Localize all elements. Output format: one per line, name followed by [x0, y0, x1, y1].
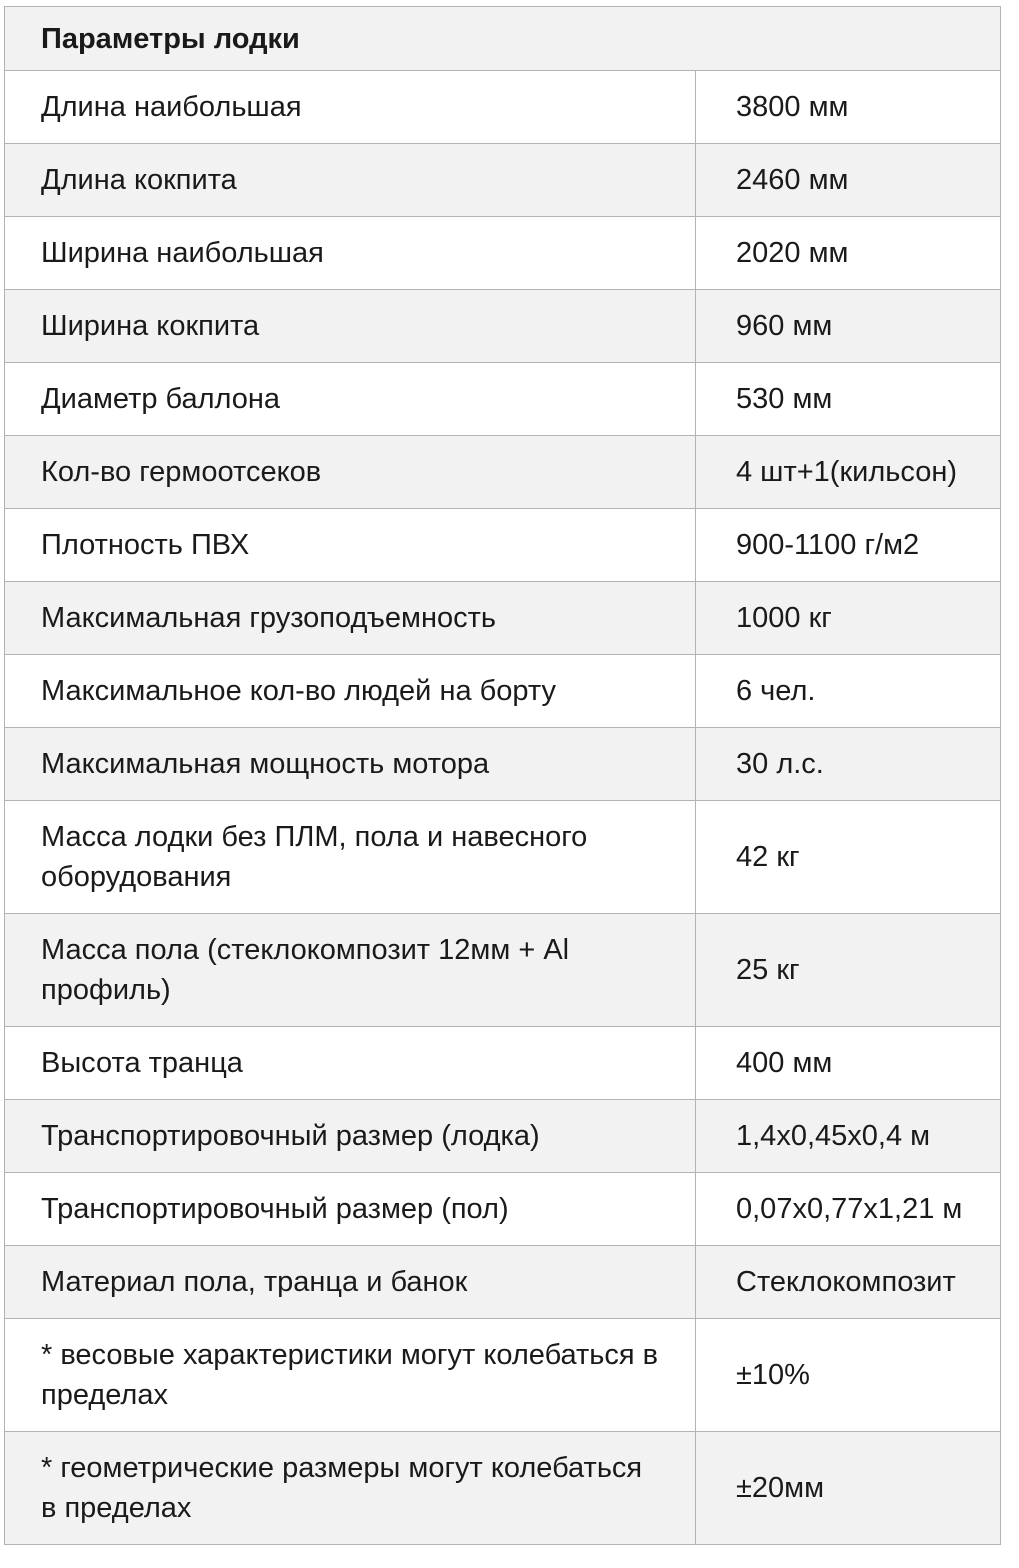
param-label: Длина кокпита	[5, 144, 696, 217]
table-row	[5, 1319, 1001, 1432]
table-row	[5, 436, 1001, 509]
table-row	[5, 1173, 1001, 1246]
param-label: Ширина кокпита	[5, 290, 696, 363]
param-label: * геометрические размеры могут колебаться в пределах	[5, 1432, 696, 1545]
table-row	[5, 363, 1001, 436]
param-label: Масса пола (стеклокомпозит 12мм + Al профиль)	[5, 914, 696, 1027]
param-value: 25 кг	[696, 914, 1001, 1027]
param-label: Диаметр баллона	[5, 363, 696, 436]
param-label: Максимальное кол-во людей на борту	[5, 655, 696, 728]
param-value: 0,07х0,77х1,21 м	[696, 1173, 1001, 1246]
table-row	[5, 914, 1001, 1027]
param-value: 42 кг	[696, 801, 1001, 914]
param-value: 1,4х0,45х0,4 м	[696, 1100, 1001, 1173]
param-label: Материал пола, транца и банок	[5, 1246, 696, 1319]
table-row	[5, 1027, 1001, 1100]
param-value: 4 шт+1(кильсон)	[696, 436, 1001, 509]
param-label: Транспортировочный размер (лодка)	[5, 1100, 696, 1173]
boat-parameters-section	[4, 6, 1000, 1545]
param-value: 6 чел.	[696, 655, 1001, 728]
table-row	[5, 1100, 1001, 1173]
table-title: Параметры лодки	[5, 7, 1001, 71]
param-label: Максимальная грузоподъемность	[5, 582, 696, 655]
param-value: 1000 кг	[696, 582, 1001, 655]
table-row	[5, 217, 1001, 290]
param-label: Длина наибольшая	[5, 71, 696, 144]
table-row	[5, 728, 1001, 801]
param-label: Плотность ПВХ	[5, 509, 696, 582]
table-header-row	[5, 7, 1001, 71]
param-value: 530 мм	[696, 363, 1001, 436]
param-value: 30 л.с.	[696, 728, 1001, 801]
param-label: Максимальная мощность мотора	[5, 728, 696, 801]
param-label: Кол-во гермоотсеков	[5, 436, 696, 509]
param-value: 2020 мм	[696, 217, 1001, 290]
param-label: Ширина наибольшая	[5, 217, 696, 290]
table-row	[5, 582, 1001, 655]
param-value: 3800 мм	[696, 71, 1001, 144]
param-label: * весовые характеристики могут колебаться в пределах	[5, 1319, 696, 1432]
param-value: 2460 мм	[696, 144, 1001, 217]
table-row	[5, 1432, 1001, 1545]
table-row	[5, 509, 1001, 582]
table-row	[5, 801, 1001, 914]
params-table-body	[5, 71, 1001, 1545]
boat-parameters-table	[4, 6, 1001, 1545]
param-value: ±20мм	[696, 1432, 1001, 1545]
param-value: 960 мм	[696, 290, 1001, 363]
table-row	[5, 290, 1001, 363]
table-row	[5, 144, 1001, 217]
param-label: Высота транца	[5, 1027, 696, 1100]
table-row	[5, 655, 1001, 728]
param-value: 400 мм	[696, 1027, 1001, 1100]
param-value: Стеклокомпозит	[696, 1246, 1001, 1319]
param-value: ±10%	[696, 1319, 1001, 1432]
param-label: Транспортировочный размер (пол)	[5, 1173, 696, 1246]
param-label: Масса лодки без ПЛМ, пола и навесного оборудования	[5, 801, 696, 914]
param-value: 900-1100 г/м2	[696, 509, 1001, 582]
table-row	[5, 1246, 1001, 1319]
table-row	[5, 71, 1001, 144]
